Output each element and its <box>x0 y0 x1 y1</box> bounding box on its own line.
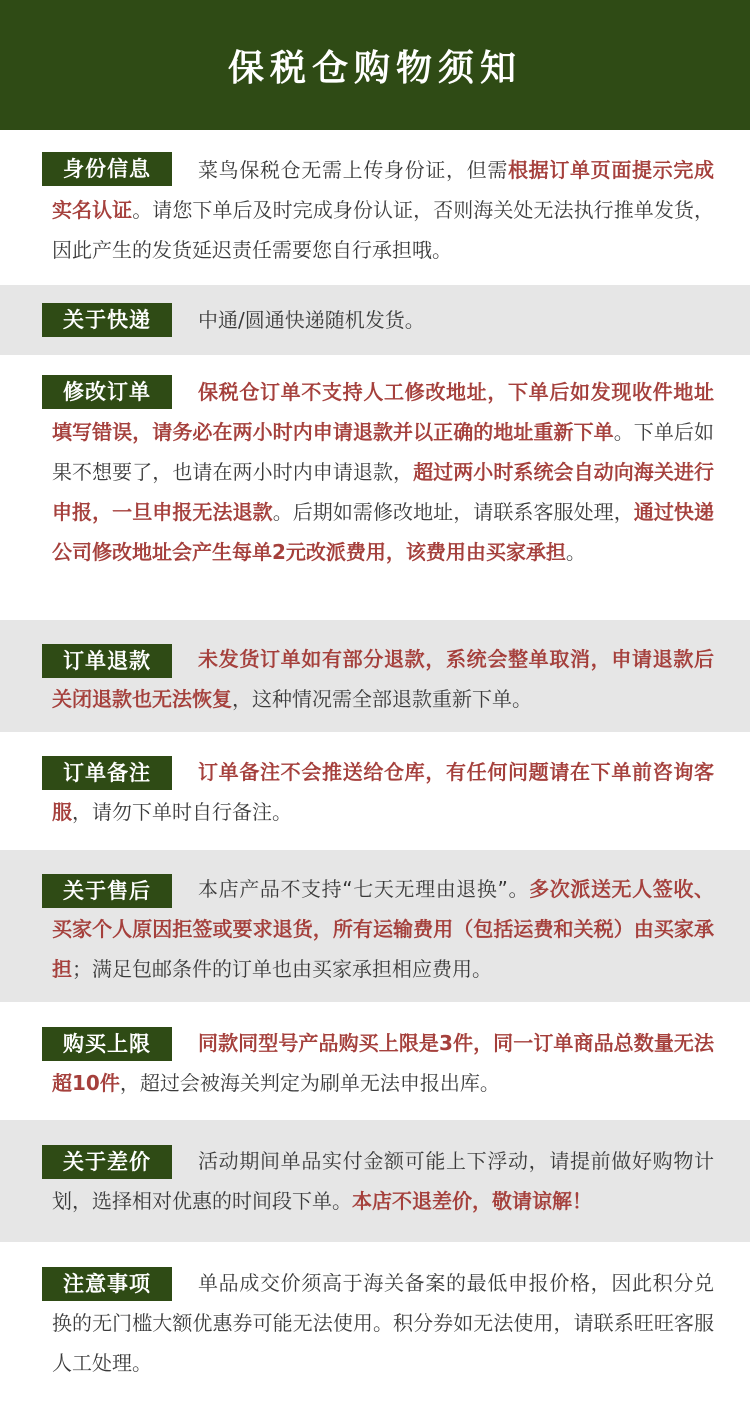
body-text: 。后期如需修改地址，请联系客服处理， <box>272 500 634 524</box>
section-tag: 订单备注 <box>42 756 172 790</box>
highlight-text: 保税仓订单不支持人工修改地址，下单后如发现收件地址填写错误，请务必在两小时内申请退款并以正确的地址重新下单 <box>52 380 714 444</box>
body-text: 菜鸟保税仓无需上传身份证，但需 <box>198 158 508 182</box>
section-notes <box>0 1242 750 1403</box>
section-express <box>0 285 750 355</box>
highlight-text: 多次派送无人签收、买家个人原因拒签或要求退货，所有运输费用（包括运费和关税）由买家承担 <box>52 877 714 981</box>
section-tag: 注意事项 <box>42 1267 172 1301</box>
section-body <box>52 850 714 989</box>
section-tag: 购买上限 <box>42 1027 172 1061</box>
highlight-text: 订单备注不会推送给仓库，有任何问题请在下单前咨询客服 <box>52 760 714 824</box>
body-text: 活动期间单品实付金额可能上下浮动，请提前做好购物计划，选择相对优惠的时间段下单。 <box>52 1149 714 1213</box>
section-after-sales <box>0 850 750 1002</box>
body-text: 单品成交价须高于海关备案的最低申报价格，因此积分兑换的无门槛大额优惠券可能无法使用。积分券如无法使用，请联系旺旺客服人工处理。 <box>52 1271 714 1375</box>
highlight-text: 同款同型号产品购买上限是3件，同一订单商品总数量无法超10件 <box>52 1031 714 1095</box>
section-refund <box>0 620 750 732</box>
highlight-text: 根据订单页面提示完成实名认证 <box>52 158 714 222</box>
section-body <box>52 1242 714 1383</box>
body-text: 。 <box>565 540 586 564</box>
section-remark <box>0 732 750 850</box>
section-body <box>52 130 714 270</box>
highlight-text: 本店不退差价，敬请谅解！ <box>352 1189 592 1213</box>
body-text: 本店产品不支持“七天无理由退换”。 <box>198 877 530 901</box>
body-text: ，这种情况需全部退款重新下单。 <box>232 687 532 711</box>
section-tag: 关于售后 <box>42 874 172 908</box>
section-tag: 关于快递 <box>42 303 172 337</box>
body-text: 。请您下单后及时完成身份认证，否则海关处无法执行推单发货，因此产生的发货延迟责任需要您自行承担哦。 <box>52 198 714 262</box>
section-tag: 修改订单 <box>42 375 172 409</box>
section-modify-order <box>0 355 750 620</box>
body-text: ，请勿下单时自行备注。 <box>72 800 292 824</box>
header-banner <box>0 0 750 130</box>
body-text: 中通/圆通快递随机发货。 <box>198 308 425 332</box>
highlight-text: 通过快递公司修改地址会产生每单2元改派费用，该费用由买家承担 <box>52 500 714 564</box>
section-tag: 订单退款 <box>42 644 172 678</box>
highlight-text: 未发货订单如有部分退款，系统会整单取消，申请退款后关闭退款也无法恢复 <box>52 647 714 711</box>
section-price-difference <box>0 1120 750 1242</box>
body-text: ，超过会被海关判定为刷单无法申报出库。 <box>119 1071 500 1095</box>
highlight-text: 超过两小时系统会自动向海关进行申报，一旦申报无法退款 <box>52 460 714 524</box>
notice-list <box>0 130 750 1403</box>
section-tag: 关于差价 <box>42 1145 172 1179</box>
body-text: 。下单后如果不想要了，也请在两小时内申请退款， <box>52 420 714 484</box>
section-purchase-limit <box>0 1002 750 1120</box>
section-identity <box>0 130 750 285</box>
section-tag: 身份信息 <box>42 152 172 186</box>
body-text: ；满足包邮条件的订单也由买家承担相应费用。 <box>72 957 492 981</box>
page-title: 保税仓购物须知 <box>227 47 522 89</box>
